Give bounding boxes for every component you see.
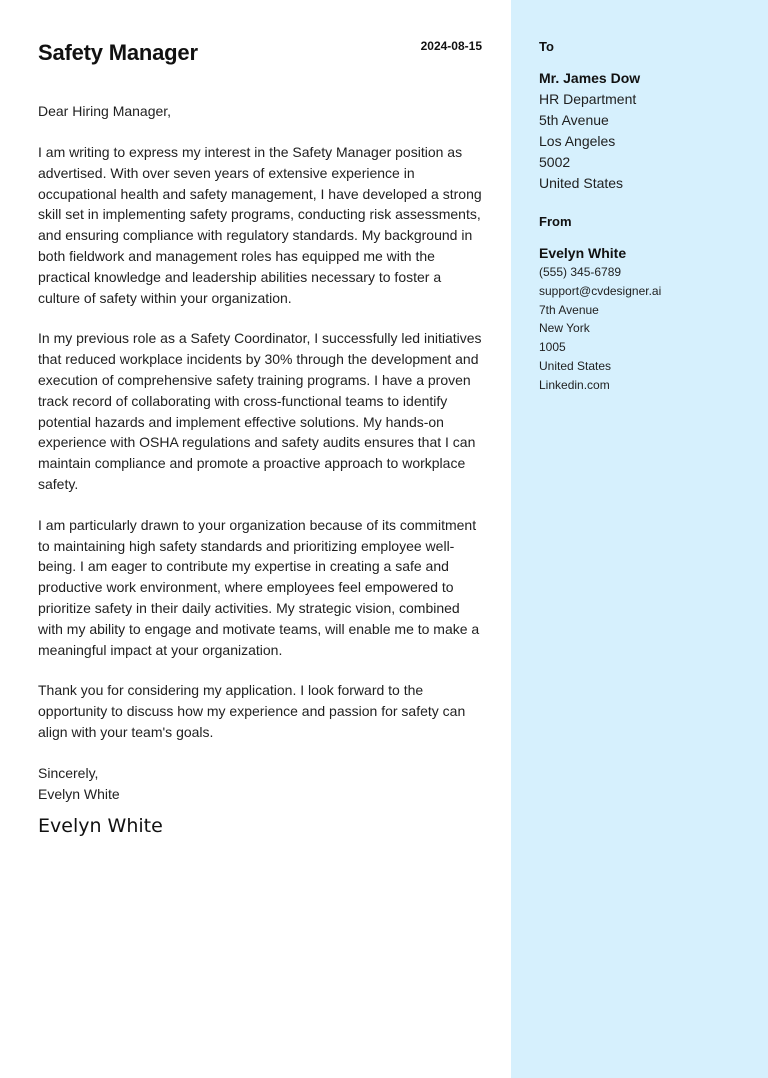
sender-zip: 1005: [539, 340, 566, 355]
sender-linkedin: Linkedin.com: [539, 377, 610, 392]
recipient-street: 5th Avenue: [539, 112, 609, 128]
recipient-city: Los Angeles: [539, 133, 616, 149]
recipient-heading: To: [539, 39, 554, 54]
sender-email: support@cvdesigner.ai: [539, 283, 662, 298]
sender-country: United States: [539, 358, 612, 373]
body-paragraph-2: In my previous role as a Safety Coordinator, I successfully led initiatives that reduced workplace incidents by 30% through the development and execution of comprehensive safety training programs. I have a proven track record of collaborating with cross-functional teams to identify potential hazards and implement effective solutions. My hands-on experience with OSHA regulations and safety audits ensures that I can maintain compliance and promote a proactive approach to workplace safety.: [38, 330, 482, 492]
signature: Evelyn White: [38, 814, 163, 837]
sender-phone: (555) 345-6789: [539, 265, 622, 279]
recipient-zip: 5002: [539, 154, 571, 170]
recipient-country: United States: [539, 175, 624, 191]
page-title: Safety Manager: [38, 40, 198, 65]
letter-date: 2024-08-15: [420, 39, 482, 53]
recipient-block: [539, 68, 759, 194]
closing-name: Evelyn White: [38, 785, 120, 802]
sender-street: 7th Avenue: [539, 302, 599, 317]
closing-block: [38, 763, 482, 805]
recipient-department: HR Department: [539, 91, 637, 107]
contact-sidebar: [511, 0, 768, 1078]
body-paragraph-4: Thank you for considering my application. I look forward to the opportunity to discuss how my experience and passion for safety can align with your team's goals.: [38, 682, 466, 740]
body-paragraph-1: I am writing to express my interest in the Safety Manager position as advertised. With over seven years of extensive experience in occupational health and safety management, I have developed a strong skill set in implementing safety programs, conducting risk assessments, and ensuring compliance with regulatory standards. My background in both fieldwork and management roles has equipped me with the practical knowledge and leadership abilities necessary to foster a culture of safety within your organization.: [38, 144, 482, 306]
sender-heading: From: [539, 214, 572, 229]
letter-header: [38, 36, 482, 76]
sidebar-content: [539, 38, 759, 395]
salutation: Dear Hiring Manager,: [38, 103, 172, 119]
sender-name: Evelyn White: [539, 245, 627, 261]
closing-phrase: Sincerely,: [38, 764, 99, 781]
body-paragraph-3: I am particularly drawn to your organization because of its commitment to maintaining high safety standards and prioritizing employee well-being. I am eager to contribute my expertise in creating a safe and productive work environment, where employees feel empowered to prioritize safety in their daily activities. My strategic vision, combined with my ability to engage and motivate teams, will enable me to make a meaningful impact at your organization.: [38, 516, 480, 658]
letter-main-column: [38, 36, 482, 837]
sender-city: New York: [539, 321, 590, 336]
recipient-name: Mr. James Dow: [539, 70, 641, 86]
